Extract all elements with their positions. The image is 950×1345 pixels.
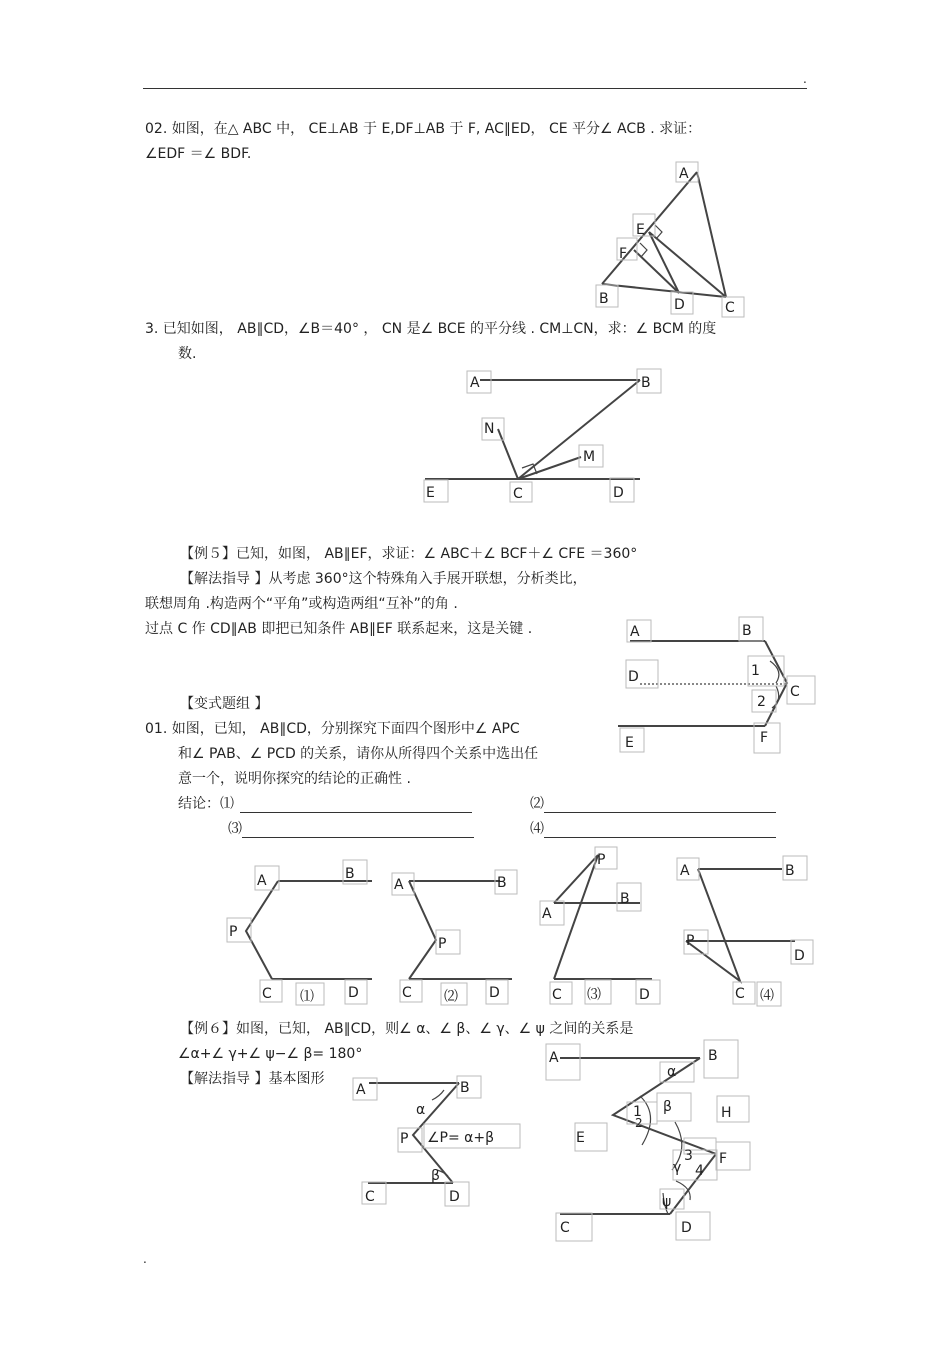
figure-label-26: D [348,985,359,1001]
ex6-guide: 【解法指导 】基本图形 [180,1071,325,1087]
variant-q01-line3: 意一个，说明你探究的结论的正确性 . [178,771,411,787]
figure-label-30: C [402,985,412,1001]
q02-label-c: C [725,300,735,316]
figure-label-35: A [542,906,552,922]
figure-label-41: P [686,933,695,949]
ex5-label-1: 1 [751,663,760,679]
q02-label-f: F [619,246,628,262]
ex6-basic-formula: ∠P= α+β [427,1130,495,1146]
q02-label-e: E [636,222,645,238]
ex6-big-a: A [549,1050,559,1066]
figure-label-28: B [497,875,507,891]
q3-label-b: B [641,375,651,391]
conclusion-1-label: 结论：⑴ [178,796,234,812]
ex5-label-c: C [790,684,800,700]
figure-label-23: P [229,924,238,940]
q3-label-d: D [613,485,624,501]
ex6-line2: ∠α+∠ γ+∠ ψ−∠ β= 180° [178,1046,363,1062]
ex5-guide: 【解法指导 】从考虑 360°这个特殊角入手展开联想，分析类比， [180,571,587,587]
ex6-big-f: F [719,1151,728,1167]
figure-label-22: B [345,866,355,882]
ex6-big-b: B [708,1048,718,1064]
ex6-big-psi: ψ [662,1194,672,1210]
q3-line2: 数. [178,346,197,362]
ex5-title: 【例５】已知，如图， AB∥EF，求证：∠ ABC＋∠ BCF＋∠ CFE ＝360° [180,546,638,562]
figure-label-25: ⑴ [300,989,314,1005]
ex6-big-3: 3 [684,1148,693,1164]
q3-label-m: M [583,449,596,465]
q3-label-e: E [426,485,435,501]
ex6-big-4: 4 [695,1163,704,1179]
figure-label-44: ⑷ [760,988,774,1004]
figure-label-42: D [794,948,805,964]
ex6-big-2: 2 [635,1116,643,1130]
ex6-big-c: C [560,1220,570,1236]
ex5-label-b: B [742,623,752,639]
ex6-basic-c: C [365,1189,375,1205]
figure-label-34: B [620,891,630,907]
conclusion-3-label: ⑶ [228,821,242,837]
ex5-label-e: E [625,735,634,751]
ex6-basic-b: B [460,1080,470,1096]
q3-label-c: C [513,486,523,502]
variant-q01-line2: 和∠ PAB、∠ PCD 的关系，请你从所得四个关系中选出任 [178,746,539,762]
ex5-label-f: F [760,730,769,746]
figure-label-29: P [438,936,447,952]
ex6-basic-a: A [356,1082,366,1098]
variant-q01-line1: 01. 如图，已知， AB∥CD，分别探究下面四个图形中∠ APC [145,721,520,737]
q3-label-a: A [470,375,480,391]
figure-label-39: A [680,863,690,879]
ex6-basic-p: P [400,1131,409,1147]
ex6-big-1: 1 [633,1104,642,1120]
ex5-line3: 过点 C 作 CD∥AB 即把已知条件 AB∥EF 联系起来，这是关键 . [145,621,533,637]
conclusion-2-label: ⑵ [530,796,544,812]
ex5-label-d: D [628,669,639,685]
q3-label-n: N [484,421,495,437]
ex5-line2: 联想周角 .构造两个“平角”或构造两组“互补”的角 . [145,596,458,612]
figure-label-21: A [257,873,267,889]
ex5-label-a: A [630,624,640,640]
figure-label-24: C [262,986,272,1002]
figure-mark-90 [613,1058,716,1214]
variant-title: 【变式题组 】 [180,696,269,712]
figure-label-33: P [597,852,606,868]
ex5-label-2: 2 [757,694,766,710]
q3-line1: 3. 已知如图， AB∥CD，∠B＝40° ， CN 是∠ BCE 的平分线 . CM⊥CN，求：∠ BCM 的度 [145,321,717,337]
figure-label-32: D [489,985,500,1001]
conclusion-4-label: ⑷ [530,821,544,837]
ex6-title: 【例６】如图，已知， AB∥CD，则∠ α、∠ β、∠ γ、∠ ψ 之间的关系是 [180,1021,634,1037]
ex6-big-beta: β [663,1099,672,1115]
figure-label-40: B [785,863,795,879]
footer-mark: . [143,1252,147,1266]
ex6-big-alpha: α [667,1064,677,1080]
figure-label-36: C [552,987,562,1003]
figure-label-27: A [394,877,404,893]
figure-label-37: ⑶ [587,987,601,1003]
ex6-basic-alpha: α [416,1102,426,1118]
figure-label-38: D [639,987,650,1003]
ex6-big-h: H [721,1105,732,1121]
q02-line2: ∠EDF ＝∠ BDF. [145,146,252,162]
q02-line1: 02. 如图，在△ ABC 中， CE⊥AB 于 E,DF⊥AB 于 F, AC∥ED， CE 平分∠ ACB . 求证： [145,121,702,137]
figure-label-43: C [735,986,745,1002]
q02-label-a: A [679,166,689,182]
ex6-basic-beta: β [431,1168,440,1184]
ex6-big-d: D [681,1220,692,1236]
q02-label-d: D [674,297,685,313]
ex6-big-e: E [576,1130,585,1146]
figure-label-31: ⑵ [444,989,458,1005]
ex6-big-gamma: γ [673,1160,682,1176]
header-mark: . [803,72,807,86]
ex6-basic-d: D [449,1189,460,1205]
q02-label-b: B [599,291,609,307]
